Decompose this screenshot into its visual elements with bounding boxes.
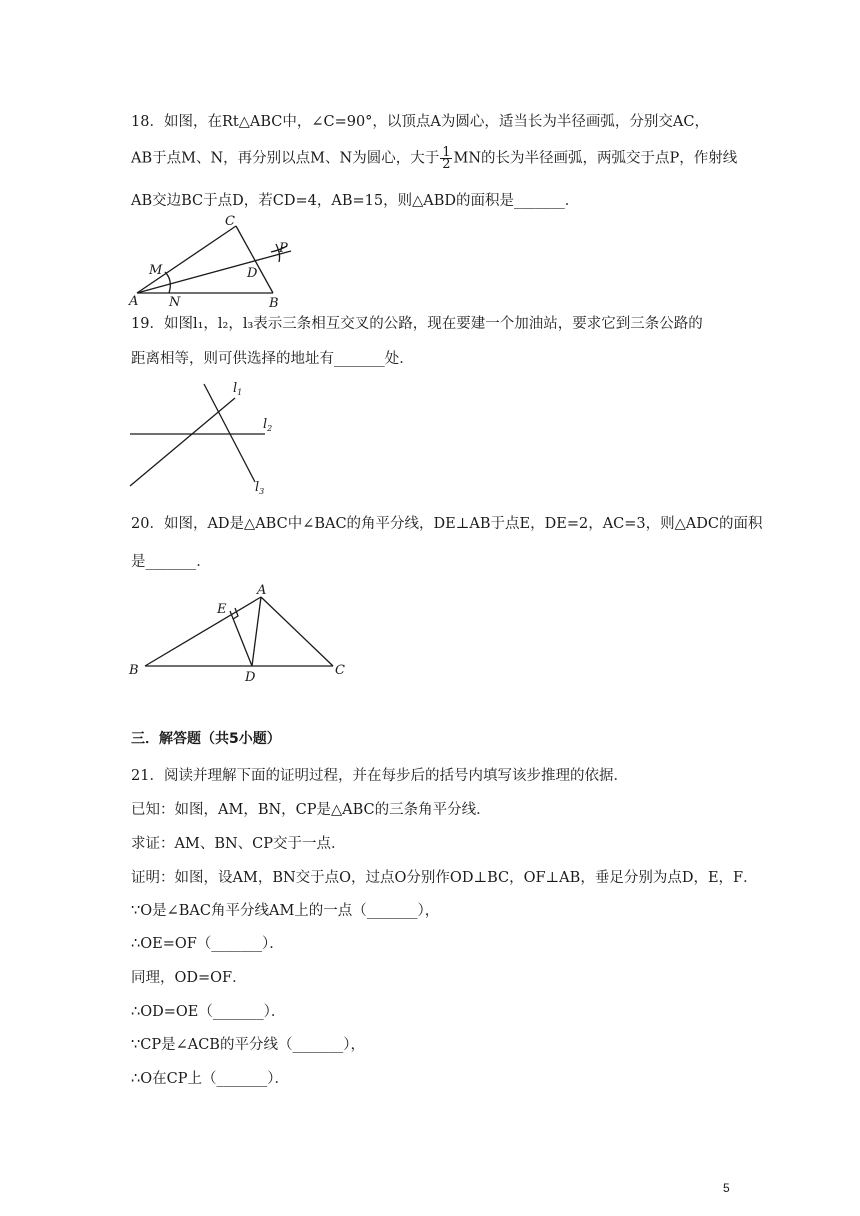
road-l1 [130, 398, 235, 486]
q21-line: 同理，OD=OF． [131, 970, 247, 986]
arc-mn [165, 272, 170, 293]
segment-cb [236, 226, 273, 293]
q19-figure [125, 378, 285, 500]
q21-line: ∵O是∠BAC角平分线AM上的一点（_______）， [131, 903, 440, 919]
label-d: D [247, 266, 258, 281]
q18-line2 [131, 147, 737, 170]
q21-line: ∴O在CP上（_______）． [131, 1071, 289, 1087]
label-a: A [257, 583, 267, 598]
label-n: N [169, 295, 181, 310]
segment-ac [137, 226, 236, 293]
segment-ac [261, 597, 333, 666]
section-heading: 三．解答题（共5小题） [131, 731, 281, 747]
q19-line2: 距离相等，则可供选择的地址有_______处． [131, 351, 414, 367]
q21-line: 求证：AM、BN、CP交于一点． [131, 836, 346, 852]
label-c: C [335, 663, 345, 678]
q20-figure [125, 580, 355, 684]
label-p: P [279, 241, 288, 256]
page-number: 5 [723, 1181, 730, 1195]
label-l2: $l_2$ [263, 417, 273, 433]
q21-line: ∵CP是∠ACB的平分线（_______）， [131, 1037, 365, 1053]
label-a: A [129, 294, 139, 309]
segment-ba [145, 597, 261, 666]
q21-line: ∴OE=OF（_______）． [131, 936, 284, 952]
label-c: C [225, 214, 235, 229]
segment-ad [252, 597, 261, 666]
fraction-one-half [440, 147, 452, 170]
road-l3 [204, 384, 255, 482]
label-l3: $l_3$ [255, 480, 265, 496]
label-e: E [217, 602, 227, 617]
q21-line: 证明：如图，设AM，BN交于点O，过点O分别作OD⊥BC，OF⊥AB，垂足分别为点D，E，F． [131, 870, 758, 886]
label-b: B [129, 663, 139, 678]
q18-line3: AB交边BC于点D，若CD=4，AB=15，则△ABD的面积是_______． [131, 193, 580, 209]
q21-line: 已知：如图，AM，BN，CP是△ABC的三条角平分线． [131, 802, 491, 818]
label-l1: $l_1$ [233, 381, 243, 397]
label-b: B [269, 296, 279, 311]
fraction-numerator: 1 [442, 145, 451, 160]
q18-line2-pre: AB于点M、N，再分别以点M、N为圆心，大于 [131, 150, 440, 167]
label-m: M [149, 263, 163, 278]
q18-line1: 18．如图，在Rt△ABC中，∠C=90°，以顶点A为圆心，适当长为半径画弧，分别交AC， [131, 114, 709, 130]
q20-line1: 20．如图，AD是△ABC中∠BAC的角平分线，DE⊥AB于点E，DE=2，AC=3，则△ADC的面积 [131, 516, 763, 532]
q21-line: 21．阅读并理解下面的证明过程，并在每步后的括号内填写该步推理的依据． [131, 768, 628, 784]
label-d: D [245, 670, 256, 685]
fraction-denominator: 2 [442, 157, 451, 172]
q19-line1: 19．如图l₁，l₂，l₃表示三条相互交叉的公路，现在要建一个加油站，要求它到三条公路的 [131, 316, 703, 332]
q20-line2: 是_______． [131, 554, 211, 570]
q18-line2-post: MN的长为半径画弧，两弧交于点P，作射线 [453, 150, 738, 167]
q21-line: ∴OD=OE（_______）． [131, 1004, 286, 1020]
q18-figure [125, 212, 305, 311]
